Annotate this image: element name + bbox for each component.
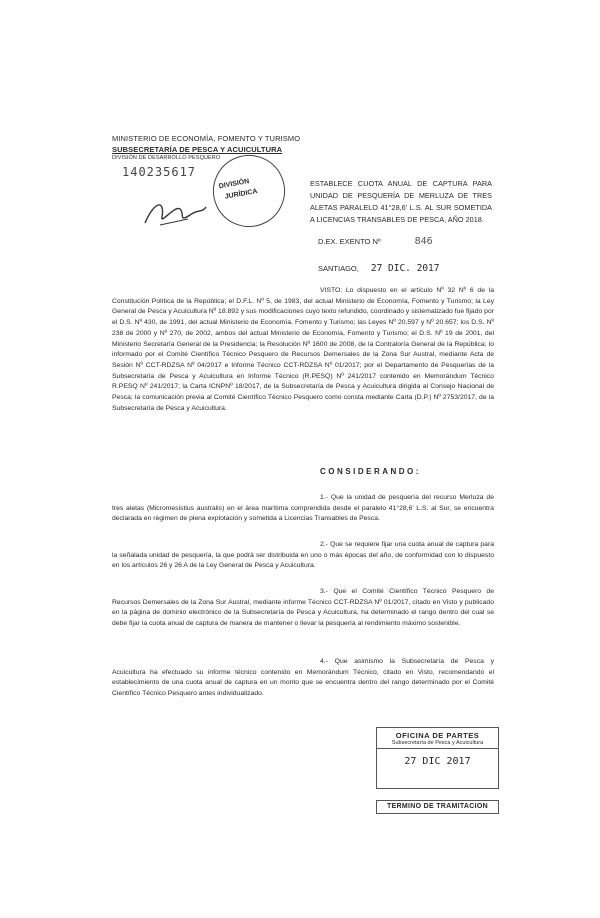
considerando-2: 2.- Que se requiere fijar una cuota anual de captura para la señalada unidad de pesquería, la que podrá ser distribuida en uno o más épocas del año, de conformidad con lo dispuesto en los artículos 26 y 26 A de la Ley General de Pesca y Acuicultura. xyxy=(112,541,494,570)
signature-mark xyxy=(140,195,210,230)
division-juridica-stamp: DIVISIÓN JURÍDICA xyxy=(203,145,295,237)
handwritten-reference-number: 140235617 xyxy=(122,165,197,179)
considerando-1: 1.- Que la unidad de pesquería del recurso Merluza de tres aletas (Micromesistius australis) en el área marítima comprendida desde el paralelo 41°28,6' L.S. al Sur, se encuentra declarada en régimen de plena explotación y sometida a Licencias Transables de Pesca. xyxy=(112,494,494,523)
termino-de-tramitacion-stamp: TERMINO DE TRAMITACION xyxy=(376,800,499,814)
document-title: ESTABLECE CUOTA ANUAL DE CAPTURA PARA UNIDAD DE PESQUERÍA DE MERLUZA DE TRES ALETAS PARALELO 41°28,6' L.S. AL SUR SOMETIDA A LICENCIAS TRANSABLES DE PESCA, AÑO 2018. xyxy=(310,179,492,224)
ministry-name: MINISTERIO DE ECONOMÍA, FOMENTO Y TURISMO xyxy=(112,134,301,143)
oficina-de-partes-stamp: OFICINA DE PARTES Subsecretaría de Pesca y Acuicultura 27 DIC 2017 xyxy=(376,727,499,789)
considerando-heading: CONSIDERANDO: xyxy=(320,467,421,476)
considerando-3: 3.- Que el Comité Científico Técnico Pesquero de Recursos Demersales de la Zona Sur Austral, mediante informe Técnico CCT-RDZSA Nº 01/2017, citado en Visto y publicado en la página de dominio electrónico de la Subsecretaría de Pesca y Acuicultura, ha determinado el rango dentro del cual se debe fijar la cuota anual de captura de manera de mantener o llevar la pesquería al rendimiento máximo sostenible. xyxy=(112,588,494,628)
subsecretaria-name: SUBSECRETARÍA DE PESCA Y ACUICULTURA xyxy=(112,145,283,154)
decree-number: D.EX. EXENTO Nº 846 xyxy=(318,236,433,247)
decree-date: SANTIAGO, 27 DIC. 2017 xyxy=(318,263,440,274)
division-line: DIVISIÓN DE DESARROLLO PESQUERO xyxy=(112,155,221,161)
considerando-4: 4.- Que asimismo la Subsecretaría de Pesca y Acuicultura ha efectuado su informe técnico contenido en Memorándum Técnico, citado en Visto, recomendando el establecimiento de una cuota anual de captura en un monto que se encuentra dentro del rango determinado por el Comité Científico Técnico Pesquero antes individualizado. xyxy=(112,658,494,698)
visto-paragraph: VISTO: Lo dispuesto en el artículo Nº 32 Nº 6 de la Constitución Política de la República; el D.F.L. Nº 5, de 1983, del actual Ministerio de Economía, Fomento y Turismo; la Ley General de Pesca y Acuicultura Nº 18.892 y sus modificaciones cuyo texto refundido, coordinado y sistematizado fue fijado por el D.S. Nº 430, de 1991, del actual Ministerio de Economía, Fomento y Turismo; las Leyes Nº 20.597 y Nº 20.657; los D.S. Nº 238 de 2000 y Nº 270, de 2002, ambos del actual Ministerio de Economía, Fomento y Turismo; el D.S. Nº 19 de 2001, del Ministerio Secretaría General de la Presidencia; la Resolución Nº 1600 de 2008, de la Contraloría General de la República; lo informado por el Comité Científico Técnico Pesquero de Recursos Demersales de la Zona Sur Austral, mediante Acta de Sesión Nº CCT-RDZSA Nº 04/2017 e Informe Técnico CCT-RDZSA Nº 01/2017; por el Departamento de Pesquerías de la Subsecretaría de Pesca y Acuicultura en Informe Técnico (R.PESQ) Nº 241/2017 contenido en Memorándum Técnico R.PESQ Nº 241/2017; la Carta ICNPNº 18/2017, de la Subsecretaría de Pesca y Acuicultura dirigida al Consejo Nacional de Pesca; la comunicación previa al Comité Científico Técnico Pesquero como consta mediante Carta (D.P.) Nº 2753/2017, de la Subsecretaría de Pesca y Acuicultura. xyxy=(112,287,494,412)
